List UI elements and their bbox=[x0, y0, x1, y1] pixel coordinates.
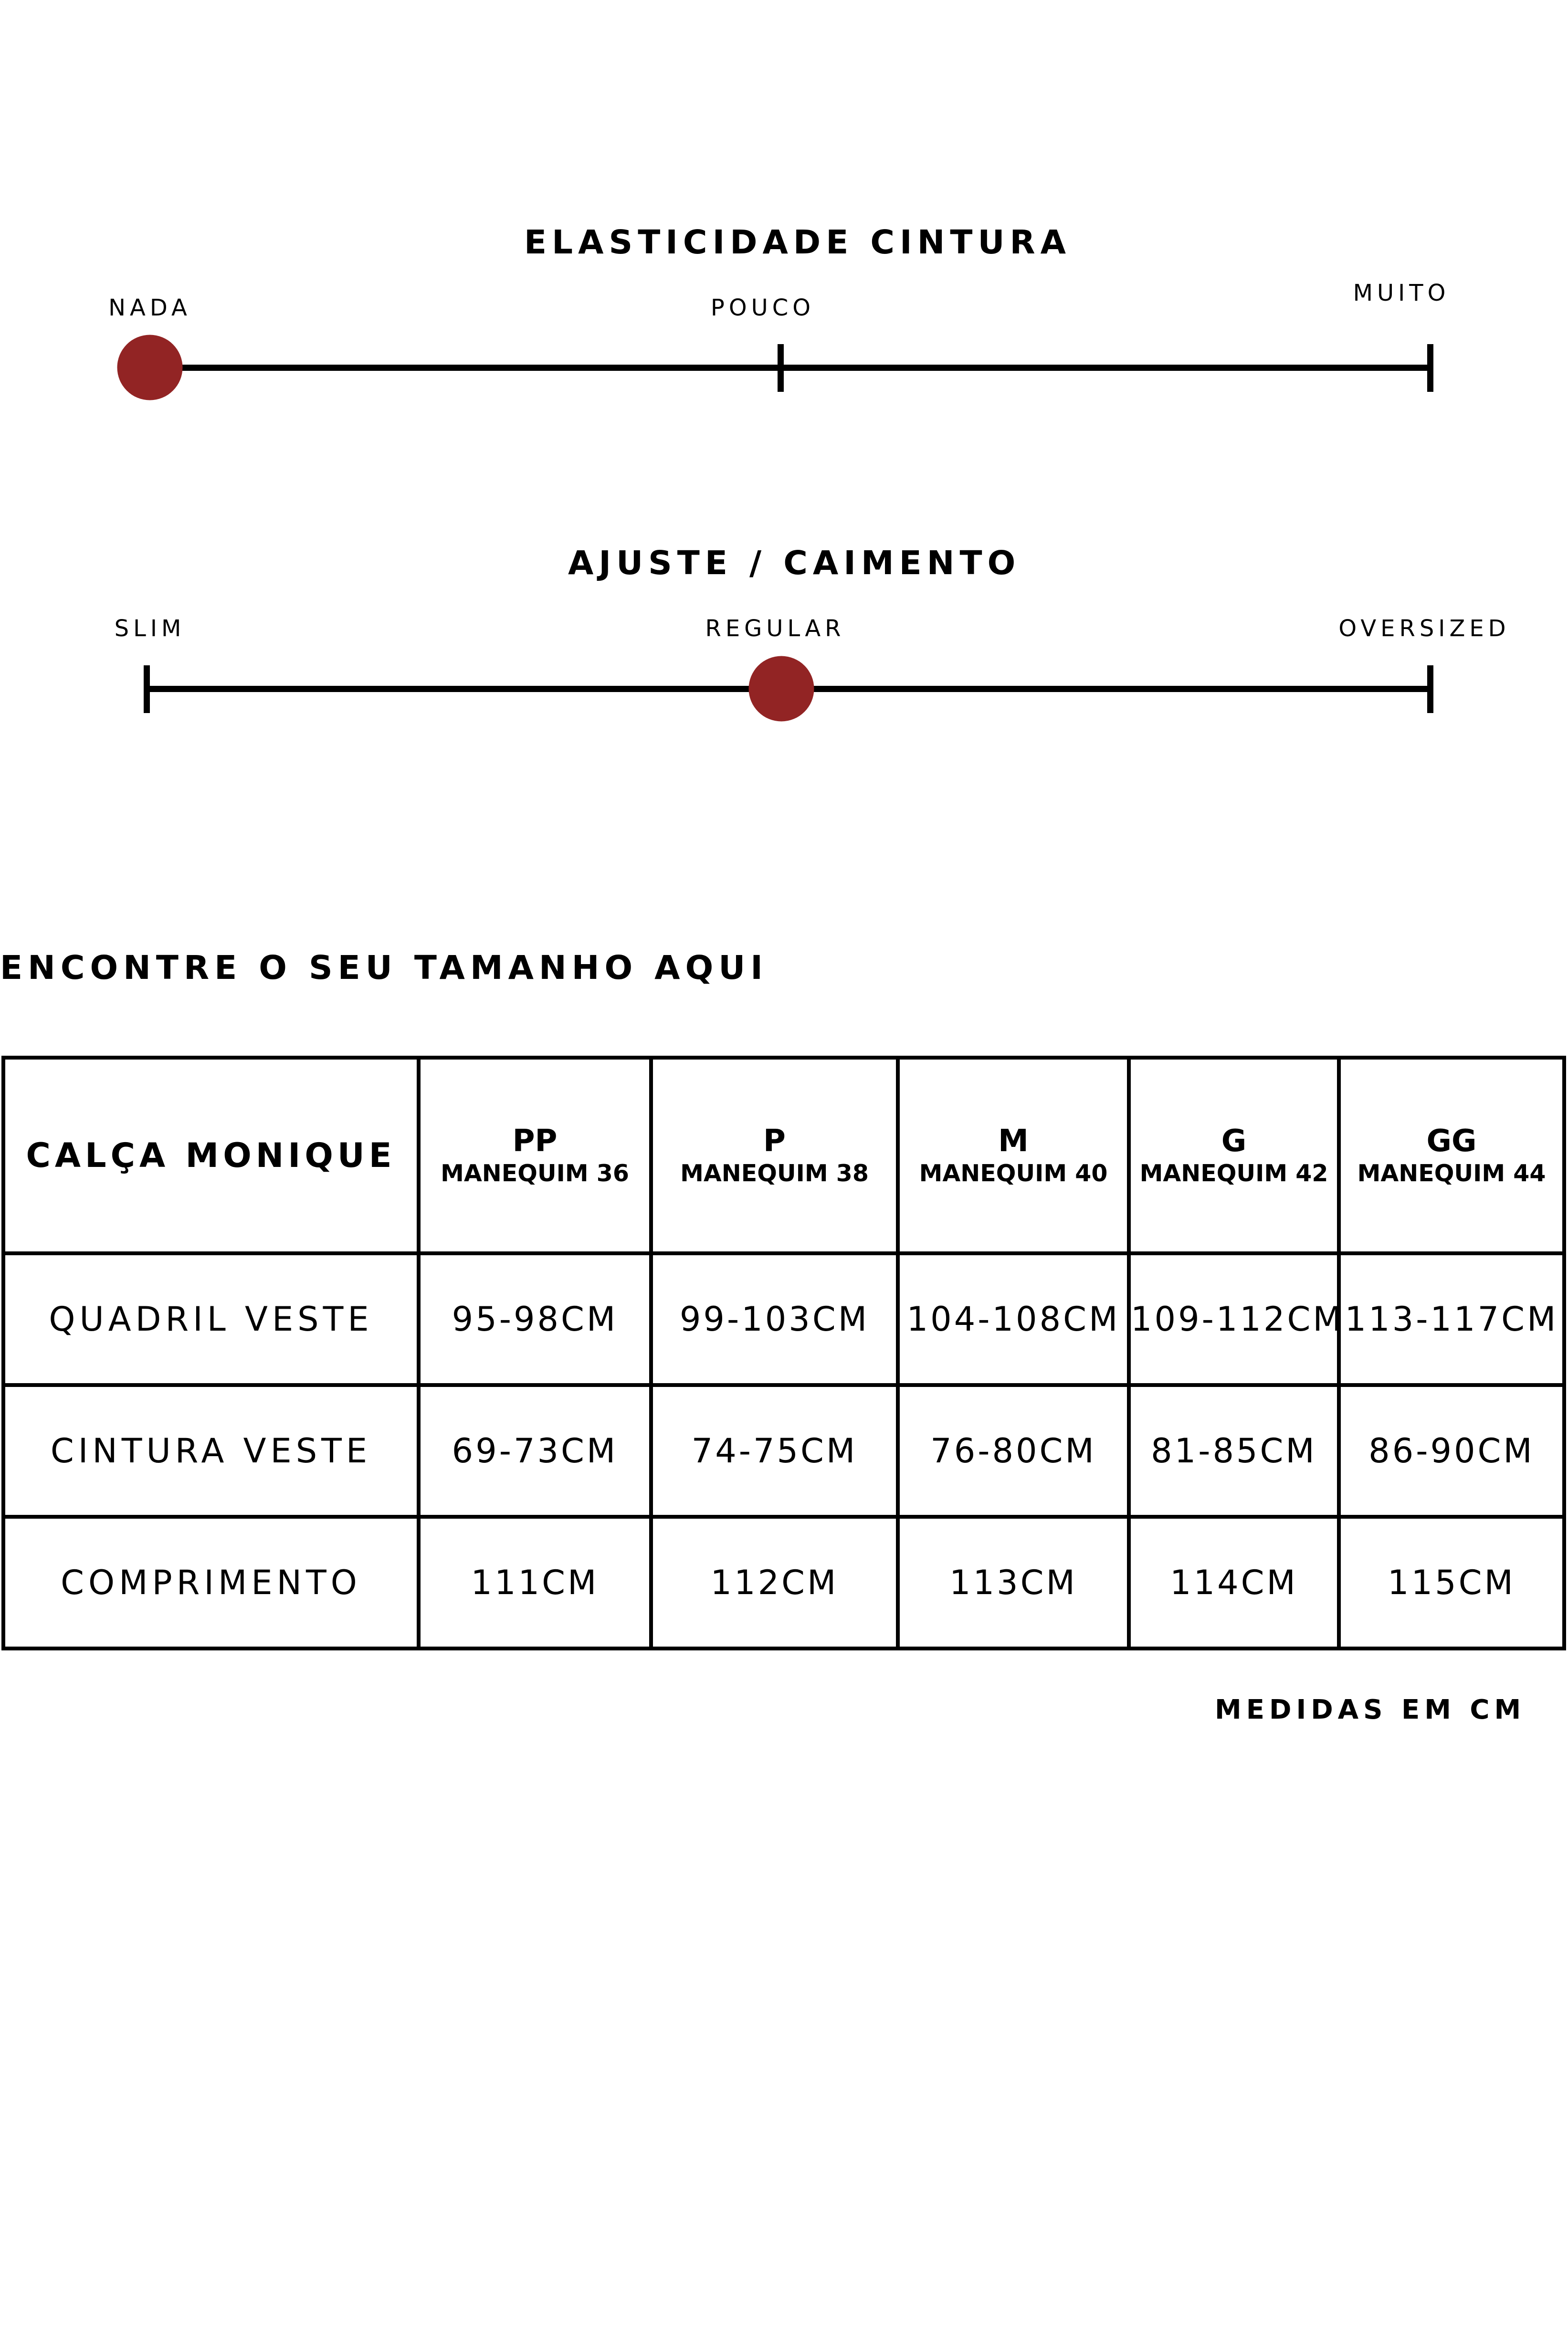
measurement-note: MEDIDAS EM CM bbox=[1215, 1694, 1526, 1725]
row-label-cell bbox=[3, 1517, 419, 1648]
elasticity-title: ELASTICIDADE CINTURA bbox=[524, 223, 1072, 262]
cell-value: 99-103CM bbox=[679, 1300, 870, 1339]
table-cell bbox=[419, 1385, 651, 1517]
cell-value: 113CM bbox=[949, 1563, 1077, 1602]
column-header-p bbox=[651, 1058, 898, 1253]
table-corner-cell bbox=[3, 1058, 419, 1253]
row-label: CINTURA VESTE bbox=[50, 1431, 372, 1470]
table-header-row bbox=[3, 1058, 1564, 1253]
fit-title: AJUSTE / CAIMENTO bbox=[568, 544, 1021, 582]
table-row bbox=[3, 1253, 1564, 1385]
cell-value: 74-75CM bbox=[691, 1431, 858, 1470]
fit-label-slim: SLIM bbox=[114, 615, 186, 642]
mannequin-label: MANEQUIM 40 bbox=[919, 1160, 1108, 1187]
cell-value: 86-90CM bbox=[1368, 1431, 1535, 1470]
fit-tick-end bbox=[1427, 665, 1433, 713]
size-code: PP bbox=[512, 1124, 558, 1159]
cell-value: 114CM bbox=[1170, 1563, 1298, 1602]
elasticity-label-pouco: POUCO bbox=[710, 294, 815, 321]
table-cell bbox=[898, 1253, 1129, 1385]
table-cell bbox=[419, 1253, 651, 1385]
fit-marker bbox=[749, 656, 814, 722]
table-cell bbox=[651, 1517, 898, 1648]
row-label: QUADRIL VESTE bbox=[49, 1300, 373, 1339]
table-row bbox=[3, 1517, 1564, 1648]
table-cell bbox=[1129, 1385, 1339, 1517]
column-header-pp bbox=[419, 1058, 651, 1253]
column-header-gg bbox=[1339, 1058, 1564, 1253]
row-label-cell bbox=[3, 1385, 419, 1517]
cell-value: 69-73CM bbox=[452, 1431, 618, 1470]
column-header-g bbox=[1129, 1058, 1339, 1253]
table-cell bbox=[651, 1253, 898, 1385]
size-table bbox=[1, 1056, 1566, 1650]
cell-value: 104-108CM bbox=[906, 1300, 1120, 1339]
mannequin-label: MANEQUIM 42 bbox=[1139, 1160, 1328, 1187]
elasticity-track bbox=[149, 365, 1431, 371]
table-cell bbox=[1339, 1385, 1564, 1517]
product-name: CALÇA MONIQUE bbox=[26, 1136, 396, 1175]
fit-label-regular: REGULAR bbox=[705, 615, 845, 642]
cell-value: 95-98CM bbox=[452, 1300, 618, 1339]
table-row bbox=[3, 1385, 1564, 1517]
cell-value: 76-80CM bbox=[930, 1431, 1096, 1470]
table-cell bbox=[651, 1385, 898, 1517]
cell-value: 81-85CM bbox=[1151, 1431, 1317, 1470]
mannequin-label: MANEQUIM 36 bbox=[441, 1160, 629, 1187]
column-header-m bbox=[898, 1058, 1129, 1253]
table-cell bbox=[1339, 1517, 1564, 1648]
table-cell bbox=[898, 1517, 1129, 1648]
elasticity-label-muito: MUITO bbox=[1353, 280, 1450, 306]
mannequin-label: MANEQUIM 38 bbox=[680, 1160, 869, 1187]
elasticity-tick-end bbox=[1427, 344, 1433, 392]
fit-label-oversized: OVERSIZED bbox=[1338, 615, 1510, 642]
size-section-title: ENCONTRE O SEU TAMANHO AQUI bbox=[0, 949, 768, 987]
cell-value: 112CM bbox=[710, 1563, 839, 1602]
row-label-cell bbox=[3, 1253, 419, 1385]
cell-value: 111CM bbox=[471, 1563, 599, 1602]
row-label: COMPRIMENTO bbox=[61, 1563, 361, 1602]
cell-value: 115CM bbox=[1388, 1563, 1515, 1602]
elasticity-marker bbox=[117, 335, 183, 400]
elasticity-label-nada: NADA bbox=[108, 294, 191, 321]
fit-tick-start bbox=[144, 665, 150, 713]
elasticity-tick-middle bbox=[778, 344, 784, 392]
mannequin-label: MANEQUIM 44 bbox=[1357, 1160, 1546, 1187]
table-cell bbox=[419, 1517, 651, 1648]
table-cell bbox=[1129, 1253, 1344, 1385]
size-code: P bbox=[763, 1124, 786, 1159]
cell-value: 113-117CM bbox=[1345, 1300, 1558, 1339]
size-code: M bbox=[998, 1124, 1029, 1159]
table-cell bbox=[1129, 1517, 1339, 1648]
size-code: G bbox=[1221, 1124, 1247, 1159]
table-cell bbox=[898, 1385, 1129, 1517]
size-code: GG bbox=[1426, 1124, 1477, 1159]
cell-value: 109-112CM bbox=[1131, 1300, 1344, 1339]
table-cell bbox=[1339, 1253, 1564, 1385]
